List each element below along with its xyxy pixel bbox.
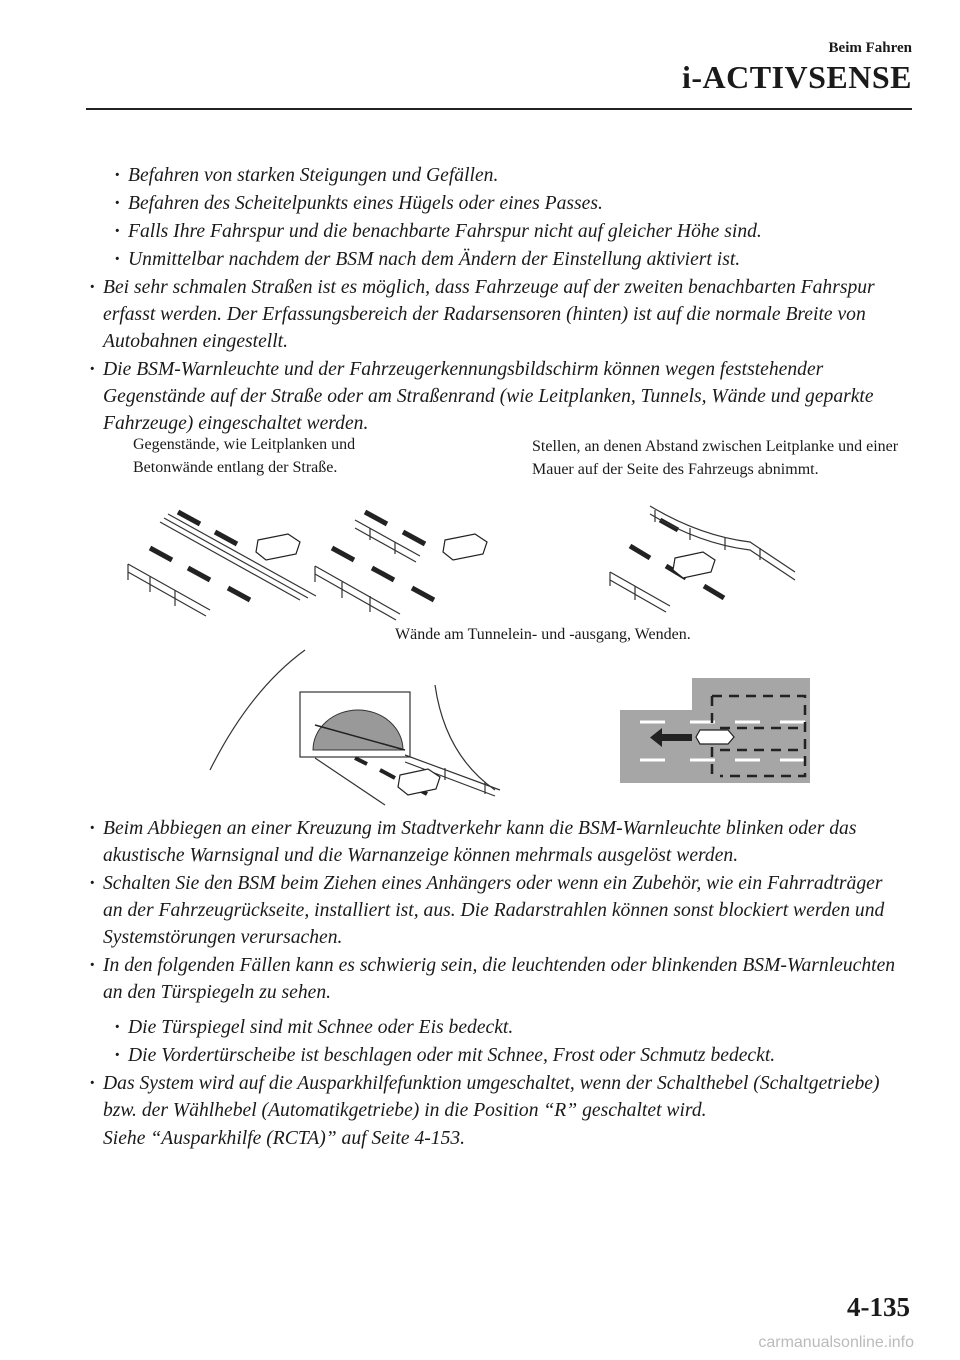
- bullet-list-bottom: [0, 815, 960, 1007]
- bullet-item: · Die BSM-Warnleuchte und der Fahrzeugerkennungsbildschirm können wegen feststehender Gegenstände auf der Straße oder am Straßenrand (wie Leitplanken, Tunnels, Wände und geparkte Fahrzeuge) eingeschaltet werden.: [89, 359, 874, 434]
- bullet-item: · Bei sehr schmalen Straßen ist es möglich, dass Fahrzeuge auf der zweiten benachbarten Fahrspur erfasst werden. Der Erfassungsbereich der Radarsensoren (hinten) ist auf die normale Breite von Autobahnen eingestellt.: [89, 277, 875, 352]
- illustration-guardrails: [120, 500, 510, 620]
- bullet-item: · Schalten Sie den BSM beim Ziehen eines Anhängers oder wenn ein Zubehör, wie ein Fahrradträger an der Fahrzeugrückseite, installiert ist, aus. Die Radarstrahlen können sonst blockiert werden und Systemstörungen verursachen.: [89, 873, 885, 948]
- caption-tunnel: Wände am Tunnelein- und -ausgang, Wenden.: [395, 626, 691, 643]
- bullet-item: · In den folgenden Fällen kann es schwierig sein, die leuchtenden oder blinkenden BSM-Warnleuchten an den Türspiegeln zu sehen.: [89, 955, 896, 1003]
- chapter-title: i-ACTIVSENSE: [681, 59, 912, 95]
- bullet-item: · Die Türspiegel sind mit Schnee oder Eis bedeckt.: [114, 1017, 514, 1038]
- illustration-tunnel: [205, 640, 515, 810]
- bullet-item: · Die Vordertürscheibe ist beschlagen oder mit Schnee, Frost oder Schmutz bedeckt.: [114, 1045, 776, 1066]
- section-title: Beim Fahren: [828, 40, 912, 56]
- bullet-item: · Befahren von starken Steigungen und Gefällen.: [114, 165, 499, 186]
- illustration-intersection: [620, 678, 810, 783]
- page-header: [682, 40, 912, 96]
- header-divider: [86, 108, 912, 110]
- bullet-item: · Falls Ihre Fahrspur und die benachbarte Fahrspur nicht auf gleicher Höhe sind.: [114, 221, 762, 242]
- caption-distance: Stellen, an denen Abstand zwischen Leitplanke und einer Mauer auf der Seite des Fahrzeugs abnimmt.: [532, 438, 899, 478]
- watermark: carmanualsonline.info: [758, 1334, 914, 1351]
- bullet-list-top: [0, 162, 960, 438]
- page-reference: Siehe “Ausparkhilfe (RCTA)” auf Seite 4-153.: [103, 1128, 466, 1149]
- bullet-item: · Beim Abbiegen an einer Kreuzung im Stadtverkehr kann die BSM-Warnleuchte blinken oder das akustische Warnsignal und die Warnanzeige können mehrmals ausgelöst werden.: [89, 818, 857, 866]
- illustration-narrowing: [600, 500, 800, 620]
- bullet-item: · Unmittelbar nachdem der BSM nach dem Ändern der Einstellung aktiviert ist.: [114, 249, 741, 270]
- bullet-list-sub: [0, 1014, 960, 1153]
- bullet-item: · Das System wird auf die Ausparkhilfefunktion umgeschaltet, wenn der Schalthebel (Schaltgetriebe) bzw. der Wählhebel (Automatikgetriebe) in die Position “R” geschaltet wird.: [89, 1073, 880, 1121]
- page-number: 4-135: [847, 1292, 910, 1322]
- bullet-item: · Befahren des Scheitelpunkts eines Hügels oder eines Passes.: [114, 193, 603, 214]
- caption-guardrails: Gegenstände, wie Leitplanken und Betonwände entlang der Straße.: [133, 436, 356, 476]
